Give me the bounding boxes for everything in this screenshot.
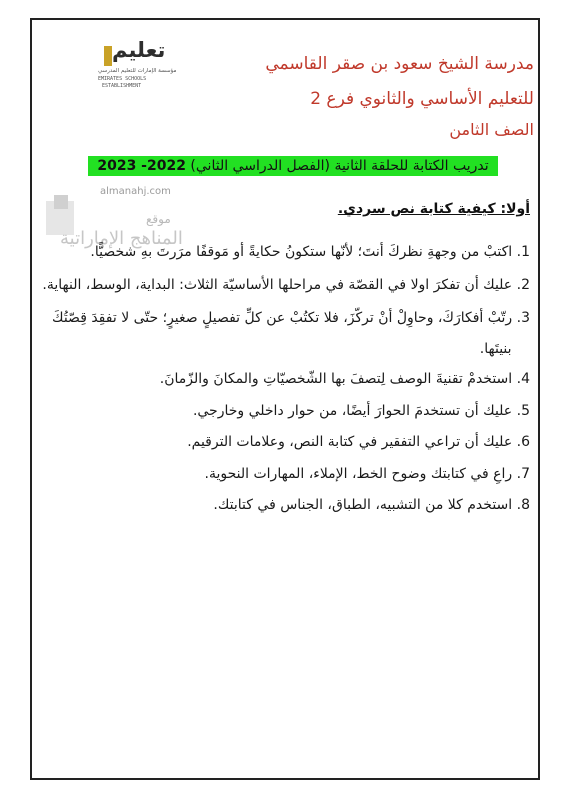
- watermark-label-small: موقع: [146, 212, 171, 226]
- list-item: [90, 244, 530, 260]
- logo-accent: [104, 46, 112, 66]
- list-item: [213, 497, 530, 513]
- item-number: 3.: [516, 310, 530, 326]
- list-item: [187, 434, 530, 450]
- section-heading: أولا: كيفية كتابة نص سردي.: [337, 201, 530, 217]
- item-text: استخدم كلا من التشبيه، الطباق، الجناس في كتابتك.: [213, 497, 513, 513]
- item-text: عليك أن تفكرَ اولا في القصّة في مراحلها الأساسيّة الثلاث: البداية، الوسط، النهاية.: [42, 277, 513, 293]
- item-text: بنيتَها.: [479, 341, 512, 357]
- item-number: 5.: [516, 403, 530, 419]
- banner-years: 2022- 2023: [97, 158, 186, 174]
- item-text: استخدمْ تقنيةَ الوصف لِتصفَ بها الشّخصيّاتِ والمكانَ والزّمانَ.: [159, 371, 513, 387]
- grade-label: الصف الثامن: [449, 120, 534, 139]
- item-text: رتّبْ أفكارَكَ، وحاوِلْ أنْ تركّزَ، فلا تكتُبْ عن كلِّ تفصيلٍ صغيرٍ؛ حتّى لا تفقِدَ قِصّتُكَ: [52, 310, 513, 326]
- item-text: عليك أن تراعي التفقير في كتابة النص، وعلامات الترقيم.: [187, 434, 513, 450]
- item-number: 6.: [516, 434, 530, 450]
- item-number: 1.: [516, 244, 530, 260]
- item-number: 8.: [516, 497, 530, 513]
- title-banner: [88, 156, 498, 176]
- list-item: [42, 277, 530, 293]
- logo-subtitle-ar: مؤسسة الإمارات للتعليم المدرسي: [98, 68, 177, 74]
- watermark-label-large: المناهج الإماراتية: [60, 228, 183, 249]
- logo-subtitle-en-1: EMIRATES SCHOOLS: [98, 76, 147, 82]
- item-text: عليك أن تستخدمَ الحوارَ أيضًا، من حوار داخلي وخارجي.: [192, 403, 513, 419]
- item-number: 4.: [516, 371, 530, 387]
- banner-title: تدريب الكتابة للحلقة الثانية (الفصل الدراسي الثاني): [190, 158, 489, 174]
- item-text: اكتبْ من وجهةِ نظركَ أنتَ؛ لأنّها ستكونُ حكايةً أو مَوقفًا مرَرتَ بهِ شخصيًّا.: [90, 244, 513, 260]
- item-number: 7.: [516, 466, 530, 482]
- logo-wordmark: تعليم: [112, 38, 166, 62]
- item-number: 2.: [516, 277, 530, 293]
- list-item: [193, 403, 530, 419]
- list-item-continuation: [480, 341, 516, 357]
- list-item: [52, 310, 530, 326]
- school-name: مدرسة الشيخ سعود بن صقر القاسمي: [265, 54, 534, 74]
- list-item: [160, 371, 530, 387]
- item-text: راعِ في كتابتك وضوح الخط، الإملاء، المهارات النحوية.: [204, 466, 513, 482]
- school-branch: للتعليم الأساسي والثانوي فرع 2: [310, 89, 534, 109]
- emirates-schools-logo-icon: [96, 36, 188, 98]
- watermark-site: almanahj.com: [100, 186, 171, 197]
- list-item: [205, 466, 530, 482]
- logo-subtitle-en-2: ESTABLISHMENT: [102, 83, 142, 89]
